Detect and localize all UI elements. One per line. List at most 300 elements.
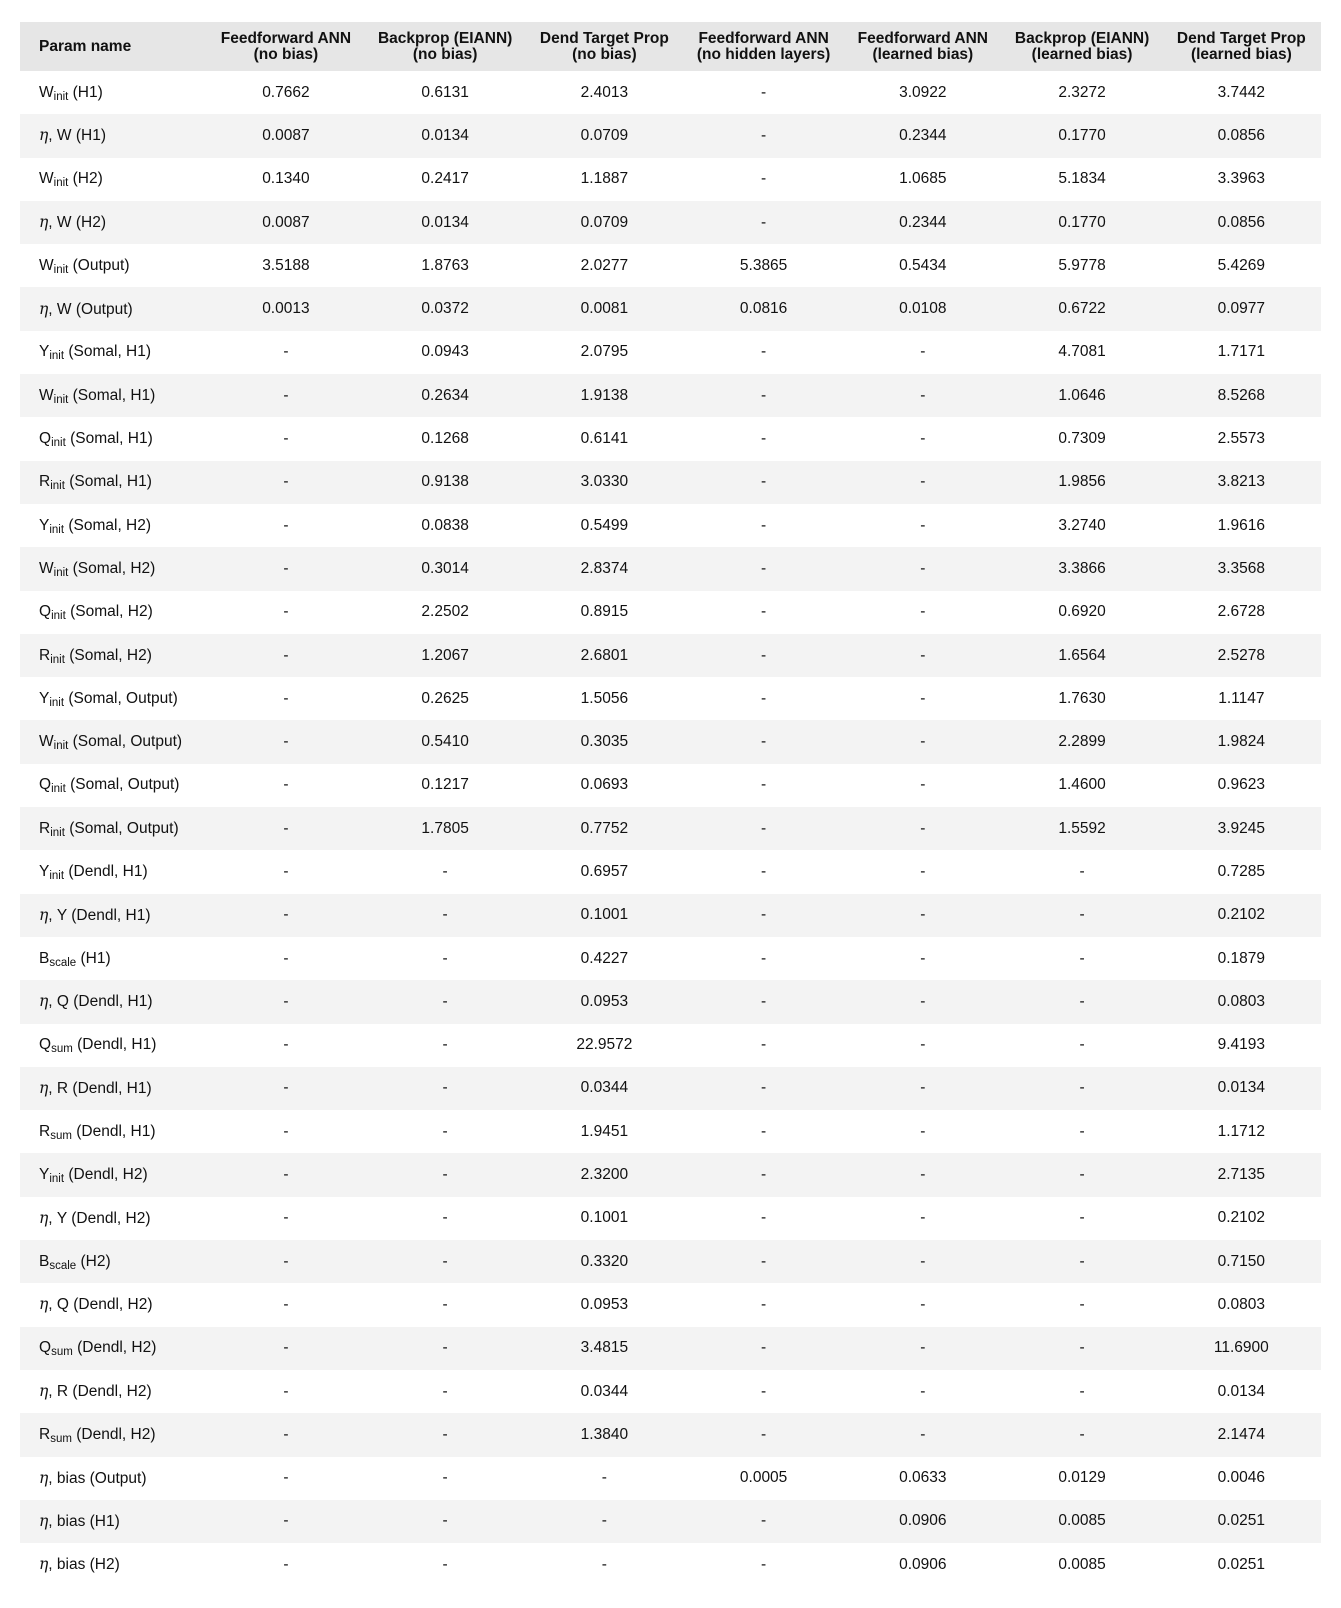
- table-row: [20, 71, 1321, 114]
- param-name-cell: [20, 1327, 206, 1370]
- value-cell: -: [206, 1153, 365, 1196]
- value-cell: 1.9138: [525, 374, 684, 417]
- header-param-name: [20, 22, 206, 71]
- value-cell: -: [442, 1295, 448, 1313]
- param-name-cell: [20, 417, 206, 460]
- value-cell: -: [761, 1382, 767, 1400]
- value-cell: -: [283, 1209, 289, 1227]
- value-cell: 0.7752: [525, 807, 684, 850]
- header-col-6: [1002, 22, 1161, 71]
- param-qualifier: (Output): [68, 256, 130, 274]
- param-qualifier: (H1): [68, 83, 103, 101]
- value-cell: -: [761, 862, 767, 880]
- param-label: [39, 1210, 151, 1227]
- param-subscript: init: [51, 783, 66, 796]
- param-name-cell: [20, 894, 206, 937]
- value-cell: 5.3865: [739, 256, 788, 274]
- value-cell: -: [920, 343, 926, 361]
- value-cell: 0.5410: [366, 720, 525, 763]
- param-subscript: init: [53, 393, 69, 406]
- header-line: (no bias): [572, 45, 637, 63]
- value-cell: -: [1002, 1413, 1161, 1456]
- param-name-cell: [20, 1240, 206, 1283]
- value-cell: -: [684, 807, 843, 850]
- value-cell: -: [1002, 1327, 1161, 1370]
- value-cell: 1.5592: [1002, 807, 1161, 850]
- value-cell: -: [761, 1036, 767, 1054]
- value-cell: -: [206, 461, 365, 504]
- value-cell: -: [206, 980, 365, 1023]
- value-cell: -: [920, 430, 926, 448]
- value-cell: -: [920, 1209, 926, 1227]
- value-cell: 0.6141: [580, 430, 629, 448]
- value-cell: 0.5434: [899, 256, 947, 274]
- value-cell: 3.0922: [899, 83, 947, 101]
- param-name-cell: [20, 1197, 206, 1240]
- param-symbol: Q: [39, 776, 52, 794]
- param-label: [39, 1513, 120, 1530]
- value-cell: -: [206, 1067, 365, 1110]
- value-cell: 0.0251: [1162, 1500, 1321, 1543]
- value-cell: 1.0685: [899, 170, 947, 188]
- value-cell: 22.9572: [576, 1036, 633, 1054]
- value-cell: -: [920, 1382, 926, 1400]
- param-qualifier: , W (H2): [48, 214, 106, 232]
- param-label: [39, 127, 106, 144]
- param-symbol: Q: [39, 603, 52, 621]
- value-cell: 0.0709: [525, 114, 684, 157]
- eta-symbol: η: [39, 1511, 49, 1530]
- value-cell: -: [206, 720, 365, 763]
- value-cell: -: [761, 1209, 767, 1227]
- header-line: Dend Target Prop: [539, 29, 669, 47]
- value-cell: 0.0709: [525, 201, 684, 244]
- value-cell: 0.0085: [1002, 1500, 1161, 1543]
- value-cell: 1.1712: [1217, 1122, 1266, 1140]
- value-cell: 0.0013: [206, 287, 365, 330]
- param-label: [39, 647, 152, 664]
- eta-symbol: η: [39, 1555, 49, 1574]
- param-name-cell: [20, 1500, 206, 1543]
- param-symbol: R: [39, 646, 51, 664]
- param-label: [39, 473, 152, 493]
- value-cell: 3.3568: [1162, 547, 1321, 590]
- value-cell: 3.0330: [525, 461, 684, 504]
- value-cell: 1.7805: [366, 807, 525, 850]
- value-cell: -: [1002, 1153, 1161, 1196]
- value-cell: -: [366, 1327, 525, 1370]
- value-cell: 2.6801: [525, 634, 684, 677]
- param-name-cell: [20, 720, 206, 763]
- param-symbol: B: [39, 1252, 50, 1270]
- value-cell: -: [525, 1500, 684, 1543]
- value-cell: -: [206, 1327, 365, 1370]
- value-cell: -: [761, 1555, 767, 1573]
- value-cell: -: [442, 949, 448, 967]
- value-cell: -: [1079, 1036, 1085, 1054]
- value-cell: 0.0134: [366, 114, 525, 157]
- value-cell: -: [1079, 1209, 1085, 1227]
- value-cell: 0.1001: [525, 894, 684, 937]
- value-cell: -: [442, 862, 448, 880]
- header-line: Backprop (EIANN): [1014, 29, 1150, 47]
- value-cell: -: [843, 1327, 1002, 1370]
- header-line: Dend Target Prop: [1176, 29, 1306, 47]
- value-cell: -: [442, 1036, 448, 1054]
- value-cell: -: [684, 547, 843, 590]
- param-subscript: sum: [51, 1043, 73, 1056]
- value-cell: -: [843, 1240, 1002, 1283]
- value-cell: -: [206, 1240, 365, 1283]
- value-cell: 0.0977: [1162, 287, 1321, 330]
- table-row: [20, 417, 1321, 460]
- param-symbol: Y: [39, 343, 50, 361]
- value-cell: -: [761, 776, 767, 794]
- param-qualifier: , bias (H1): [48, 1512, 120, 1530]
- param-qualifier: (Somal, H1): [64, 473, 152, 491]
- value-cell: -: [366, 1413, 525, 1456]
- value-cell: -: [920, 689, 926, 707]
- value-cell: -: [283, 430, 289, 448]
- header-col-3: [525, 22, 684, 71]
- param-symbol: Q: [39, 1036, 52, 1054]
- value-cell: -: [843, 894, 1002, 937]
- param-symbol: Q: [39, 430, 52, 448]
- table-row: [20, 547, 1321, 590]
- value-cell: -: [684, 1240, 843, 1283]
- value-cell: 5.9778: [1058, 256, 1106, 274]
- table-row: [20, 461, 1321, 504]
- value-cell: -: [366, 1500, 525, 1543]
- value-cell: -: [442, 1382, 448, 1400]
- param-qualifier: (Dendl, H2): [71, 1425, 156, 1443]
- value-cell: 3.3866: [1002, 547, 1161, 590]
- value-cell: 0.1879: [1217, 949, 1266, 967]
- param-qualifier: (Somal, Output): [64, 819, 179, 837]
- param-subscript: sum: [50, 1129, 72, 1142]
- param-qualifier: , Q (Dendl, H2): [48, 1296, 153, 1314]
- value-cell: -: [1079, 1122, 1085, 1140]
- param-subscript: init: [49, 1173, 65, 1186]
- value-cell: -: [684, 894, 843, 937]
- value-cell: 0.1268: [421, 430, 469, 448]
- header-line: Feedforward ANN: [220, 29, 352, 47]
- value-cell: 1.9451: [580, 1122, 629, 1140]
- param-name-cell: [20, 504, 206, 547]
- param-qualifier: (Somal, H2): [68, 559, 156, 577]
- param-label: [39, 776, 180, 796]
- value-cell: 0.1770: [1002, 114, 1161, 157]
- value-cell: 2.0277: [580, 256, 629, 274]
- value-cell: -: [283, 1382, 289, 1400]
- value-cell: -: [283, 1469, 289, 1487]
- table-row: [20, 1067, 1321, 1110]
- table-row: [20, 244, 1321, 287]
- table-row: [20, 1110, 1321, 1153]
- param-subscript: sum: [51, 1346, 73, 1359]
- eta-symbol: η: [39, 126, 49, 145]
- eta-symbol: η: [39, 1208, 49, 1227]
- value-cell: 2.3200: [525, 1153, 684, 1196]
- value-cell: -: [283, 1036, 289, 1054]
- value-cell: -: [206, 1413, 365, 1456]
- param-label: [39, 733, 183, 753]
- value-cell: -: [684, 1500, 843, 1543]
- value-cell: 0.7662: [262, 83, 310, 101]
- param-qualifier: (Dendl, H2): [72, 1339, 157, 1357]
- value-cell: 0.0803: [1162, 980, 1321, 1023]
- value-cell: -: [1002, 894, 1161, 937]
- value-cell: -: [366, 1240, 525, 1283]
- param-label: [39, 170, 103, 190]
- header-line: (learned bias): [872, 45, 974, 63]
- value-cell: -: [761, 949, 767, 967]
- value-cell: -: [1002, 1067, 1161, 1110]
- value-cell: -: [206, 894, 365, 937]
- param-label: [39, 1123, 156, 1140]
- eta-symbol: η: [39, 1078, 49, 1097]
- value-cell: -: [601, 1469, 607, 1487]
- value-cell: 4.7081: [1058, 343, 1106, 361]
- param-subscript: init: [53, 177, 69, 190]
- param-subscript: init: [49, 696, 65, 709]
- param-name-cell: [20, 1457, 206, 1500]
- value-cell: 0.6131: [421, 83, 469, 101]
- value-cell: -: [283, 603, 289, 621]
- param-symbol: W: [39, 83, 54, 101]
- value-cell: -: [761, 603, 767, 621]
- param-label: [39, 993, 153, 1010]
- table-row: [20, 504, 1321, 547]
- value-cell: -: [761, 430, 767, 448]
- value-cell: -: [366, 894, 525, 937]
- eta-symbol: η: [39, 1468, 49, 1487]
- value-cell: 0.0953: [525, 980, 684, 1023]
- value-cell: 0.0856: [1162, 201, 1321, 244]
- value-cell: 0.1217: [421, 776, 469, 794]
- param-label: [39, 387, 155, 404]
- value-cell: -: [843, 980, 1002, 1023]
- param-qualifier: (Somal, H2): [64, 646, 152, 664]
- value-cell: 1.1147: [1218, 689, 1265, 707]
- param-subscript: init: [51, 610, 66, 623]
- table-row: [20, 114, 1321, 157]
- value-cell: -: [684, 1067, 843, 1110]
- header-row: [20, 22, 1321, 71]
- param-name-cell: [20, 547, 206, 590]
- value-cell: -: [761, 516, 767, 534]
- value-cell: 0.0943: [421, 343, 469, 361]
- value-cell: -: [684, 1153, 843, 1196]
- param-name-cell: [20, 980, 206, 1023]
- value-cell: -: [684, 114, 843, 157]
- value-cell: -: [601, 1555, 607, 1573]
- param-label: [39, 560, 155, 577]
- param-qualifier: (Dendl, H2): [64, 1166, 148, 1184]
- value-cell: -: [761, 1295, 767, 1313]
- value-cell: 2.7135: [1162, 1153, 1321, 1196]
- param-name-cell: [20, 158, 206, 201]
- value-cell: 5.1834: [1058, 170, 1106, 188]
- value-cell: 0.0906: [899, 1555, 947, 1573]
- value-cell: 1.2067: [366, 634, 525, 677]
- param-qualifier: (Somal, Output): [65, 776, 180, 794]
- value-cell: 3.5188: [262, 256, 310, 274]
- param-qualifier: , bias (Output): [48, 1469, 147, 1487]
- table-row: [20, 937, 1321, 980]
- param-name-cell: [20, 1110, 206, 1153]
- table-row: [20, 894, 1321, 937]
- table-row: [20, 1240, 1321, 1283]
- param-subscript: init: [51, 437, 66, 450]
- header-col-1: [206, 22, 365, 71]
- param-symbol: Q: [39, 1339, 52, 1357]
- param-subscript: sum: [50, 1432, 72, 1445]
- eta-symbol: η: [39, 1382, 49, 1401]
- value-cell: 9.4193: [1217, 1036, 1266, 1054]
- param-label: [39, 950, 111, 967]
- param-name-cell: [20, 244, 206, 287]
- param-qualifier: (H1): [76, 949, 111, 967]
- value-cell: 0.0372: [366, 287, 525, 330]
- header-col-5: [843, 22, 1002, 71]
- param-subscript: init: [53, 263, 69, 276]
- param-qualifier: , W (H1): [48, 127, 106, 145]
- table-row: [20, 1197, 1321, 1240]
- param-symbol: R: [39, 819, 51, 837]
- value-cell: 0.2625: [421, 689, 469, 707]
- header-line: (no bias): [253, 45, 319, 63]
- table-row: [20, 1413, 1321, 1456]
- value-cell: -: [920, 949, 926, 967]
- value-cell: 2.1474: [1162, 1413, 1321, 1456]
- param-symbol: R: [39, 473, 51, 491]
- value-cell: -: [1079, 862, 1085, 880]
- param-subscript: init: [50, 653, 65, 666]
- value-cell: -: [684, 1413, 843, 1456]
- value-cell: 0.9623: [1217, 776, 1266, 794]
- value-cell: -: [920, 516, 926, 534]
- table-row: [20, 1283, 1321, 1326]
- value-cell: -: [366, 1153, 525, 1196]
- value-cell: 0.0953: [580, 1295, 629, 1313]
- param-qualifier: (Somal, H1): [68, 386, 156, 404]
- value-cell: 0.0344: [525, 1067, 684, 1110]
- value-cell: -: [684, 374, 843, 417]
- param-label: [39, 1556, 120, 1573]
- value-cell: 2.8374: [525, 547, 684, 590]
- value-cell: -: [684, 1327, 843, 1370]
- param-name-cell: [20, 114, 206, 157]
- value-cell: 11.6900: [1162, 1327, 1321, 1370]
- value-cell: -: [283, 1122, 289, 1140]
- table-row: [20, 1327, 1321, 1370]
- value-cell: -: [843, 1153, 1002, 1196]
- value-cell: -: [761, 1122, 767, 1140]
- param-label: [39, 1166, 148, 1186]
- value-cell: 1.7171: [1217, 343, 1266, 361]
- header-line: (no hidden layers): [696, 45, 831, 63]
- value-cell: 0.3320: [525, 1240, 684, 1283]
- value-cell: -: [283, 516, 289, 534]
- value-cell: 0.0134: [1217, 1382, 1266, 1400]
- param-table-container: [20, 22, 1321, 1586]
- header-line: Feedforward ANN: [857, 29, 988, 47]
- table-row: [20, 331, 1321, 374]
- value-cell: 0.2102: [1217, 1209, 1266, 1227]
- value-cell: -: [920, 1295, 926, 1313]
- value-cell: 2.4013: [580, 83, 629, 101]
- value-cell: 1.9616: [1217, 516, 1266, 534]
- value-cell: 0.2344: [843, 114, 1002, 157]
- value-cell: -: [366, 1067, 525, 1110]
- value-cell: 0.1001: [580, 1209, 629, 1227]
- value-cell: 3.7442: [1217, 83, 1266, 101]
- value-cell: 0.2634: [366, 374, 525, 417]
- value-cell: -: [684, 461, 843, 504]
- value-cell: -: [843, 1067, 1002, 1110]
- param-qualifier: (Somal, Output): [64, 689, 178, 707]
- value-cell: -: [206, 807, 365, 850]
- value-cell: 0.1770: [1002, 201, 1161, 244]
- value-cell: -: [843, 374, 1002, 417]
- param-label: [39, 257, 130, 274]
- value-cell: 0.0087: [206, 201, 365, 244]
- value-cell: 0.9138: [366, 461, 525, 504]
- param-symbol: Y: [39, 689, 50, 707]
- header-line: Feedforward ANN: [698, 29, 829, 47]
- eta-symbol: η: [39, 213, 49, 232]
- param-name-cell: [20, 764, 206, 807]
- value-cell: 2.2502: [421, 603, 469, 621]
- value-cell: -: [442, 1555, 448, 1573]
- value-cell: -: [761, 343, 767, 361]
- value-cell: -: [843, 1413, 1002, 1456]
- param-symbol: W: [39, 256, 54, 274]
- param-symbol: W: [39, 733, 54, 751]
- param-qualifier: (H2): [68, 170, 103, 188]
- param-qualifier: , Q (Dendl, H1): [48, 993, 153, 1011]
- table-row: [20, 850, 1321, 893]
- value-cell: 0.0046: [1217, 1469, 1266, 1487]
- param-qualifier: (H2): [76, 1252, 111, 1270]
- value-cell: 3.3963: [1217, 170, 1266, 188]
- table-row: [20, 980, 1321, 1023]
- param-symbol: B: [39, 949, 50, 967]
- param-label: [39, 1426, 156, 1443]
- value-cell: 0.0134: [366, 201, 525, 244]
- eta-symbol: η: [39, 1295, 49, 1314]
- param-symbol: W: [39, 559, 54, 577]
- param-label: [39, 301, 133, 318]
- value-cell: 1.1887: [580, 170, 629, 188]
- value-cell: 0.3014: [366, 547, 525, 590]
- param-label: [39, 907, 151, 924]
- value-cell: -: [843, 634, 1002, 677]
- value-cell: 2.6728: [1217, 603, 1266, 621]
- value-cell: 1.7630: [1058, 689, 1106, 707]
- value-cell: 0.0081: [525, 287, 684, 330]
- table-row: [20, 764, 1321, 807]
- value-cell: 0.6920: [1058, 603, 1106, 621]
- value-cell: -: [206, 634, 365, 677]
- value-cell: -: [283, 949, 289, 967]
- value-cell: 2.0795: [580, 343, 629, 361]
- param-subscript: init: [53, 90, 69, 103]
- value-cell: -: [920, 862, 926, 880]
- table-row: [20, 807, 1321, 850]
- param-table: [20, 22, 1321, 1586]
